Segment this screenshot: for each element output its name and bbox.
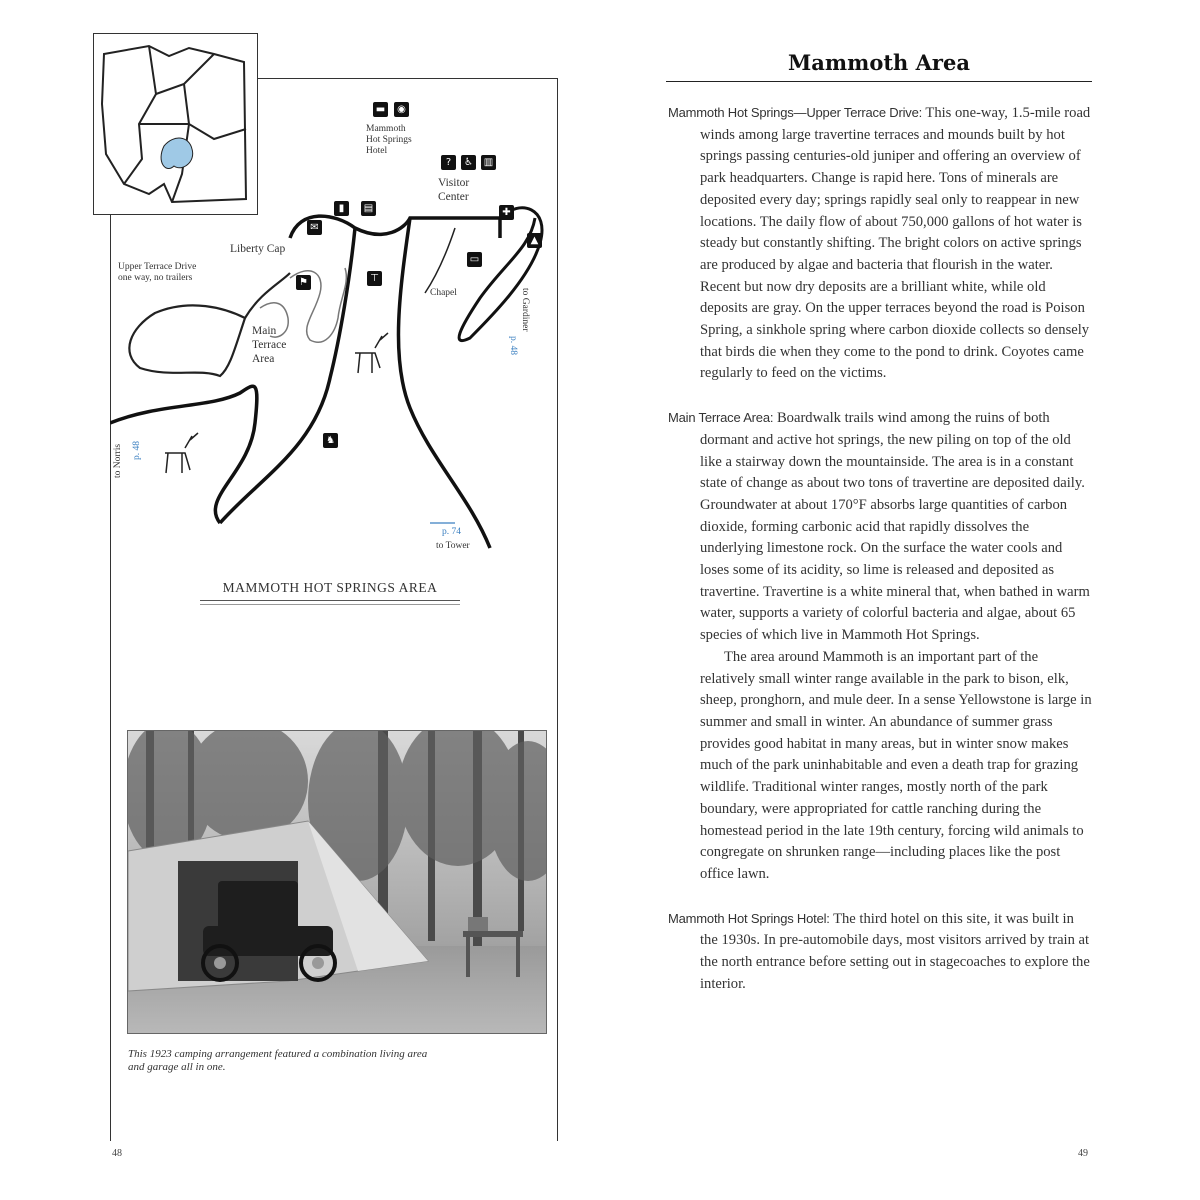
post-office-icon: ✉ [307, 220, 322, 235]
entry-heading: Main Terrace Area: [668, 410, 774, 426]
label-chapel: Chapel [430, 288, 457, 298]
label-hotel: Mammoth Hot Springs Hotel [366, 124, 412, 156]
mammoth-area-map [110, 78, 556, 568]
label-liberty-cap: Liberty Cap [230, 243, 286, 255]
entry-body: The third hotel on this site, it was built in the 1930s. In pre-automobile days, most visitors arrived by train at the north entrance before setting out in stagecoaches to explore the interior. [700, 910, 1090, 992]
campground-icon: ▲ [527, 233, 542, 248]
label-visitor-center: Visitor Center [438, 177, 470, 203]
entry-heading: Mammoth Hot Springs Hotel: [668, 910, 830, 926]
text-column [668, 102, 1092, 1017]
medical-icon: ✚ [499, 205, 514, 220]
label-to-tower: to Tower [436, 541, 470, 551]
photo-caption: This 1923 camping arrangement featured a combination living area and garage all in one. [128, 1048, 428, 1073]
entry-paragraph-continued: The area around Mammoth is an important part of the relatively small winter range available in the park to bison, elk, sheep, pronghorn, and mule deer. In a sense Yellowstone is large in summer and small in winter. An abundance of summer grass provides good habitat in many areas, but in winter snow makes much of the park uninhabitable and even a death trap for grazing wildlife. Traditional winter ranges, mostly north of the park boundary, were appropriated for cattle ranching during the homestead period in the late 19th century, forcing wild animals to congregate on shrunken range—including places like the post office lawn. [700, 648, 1092, 882]
horse-icon: ♞ [323, 433, 338, 448]
label-main-terrace: Main Terrace Area [252, 325, 287, 365]
photo-graphic [128, 731, 546, 1033]
historic-camping-photo [127, 730, 547, 1034]
page-ref-norris: p. 48 [132, 441, 142, 460]
info-icon: ? [441, 155, 456, 170]
area-map-roads [110, 78, 556, 568]
page-number-right: 49 [1078, 1148, 1088, 1159]
entry-upper-terrace-drive [668, 102, 1092, 385]
page-title: Mammoth Area [666, 50, 1092, 82]
parking-icon: ▭ [467, 252, 482, 267]
entry-paragraph [668, 102, 1092, 385]
label-to-norris: to Norris [113, 443, 123, 478]
entry-heading: Mammoth Hot Springs—Upper Terrace Drive: [668, 105, 923, 120]
label-upper-terrace-drive: Upper Terrace Drive one way, no trailers [118, 262, 197, 283]
lodging-icon: ▬ [373, 102, 388, 117]
entry-hotel [668, 908, 1092, 996]
map-caption: MAMMOTH HOT SPRINGS AREA [200, 580, 460, 601]
dining-icon: ◉ [394, 102, 409, 117]
entry-main-terrace-area [668, 407, 1092, 885]
museum-icon: ▥ [481, 155, 496, 170]
label-to-gardiner: to Gardiner [520, 288, 530, 332]
hiking-icon: ⚑ [296, 275, 311, 290]
store-icon: ▤ [361, 201, 376, 216]
entry-paragraph [668, 407, 1092, 647]
entry-paragraph [668, 908, 1092, 996]
page-ref-tower: p. 74 [442, 527, 461, 537]
gas-icon: ▮ [334, 201, 349, 216]
page-ref-gardiner: p. 48 [508, 336, 518, 355]
page-number-left: 48 [112, 1148, 122, 1159]
entry-body: Boardwalk trails wind among the ruins of both dormant and active hot springs, the new piling on top of the old like a stairway down the mountainside. The area is in a constant state of change as about two tons of travertine are deposited daily. Groundwater at about 170°F absorbs large quantities of carbon dioxide, forming carbonic acid that rapidly dissolves the underlying limestone rock. On the surface the water cools and loses some of its acidity, so lime is released and deposited as travertine. Travertine is a white mineral that, when bathed in warm water, supports a variety of colorful bacteria and algae, about 65 species of which live in Mammoth Hot Springs. [700, 410, 1090, 644]
picnic-icon: ⊤ [367, 271, 382, 286]
restroom-icon: ♿ [461, 155, 476, 170]
entry-body: This one-way, 1.5-mile road winds among large travertine terraces and mounds built by hot springs passing centuries-old juniper and offering an overview of park headquarters. Change is rapid here. Tons of minerals are deposited every day; springs rapidly seal only to reappear in new locations. The daily flow of about 750,000 gallons of hot water is steady but constantly shifting. The bright colors on active springs are produced by algae and bacteria that flourish in the water. Recent but now dry deposits are a brilliant white, while old deposits are gray. On the upper terraces beyond the road is Poison Spring, a sinkhole spring where carbon dioxide collects so densely that birds die when they come to the pond to drink. Coyotes came regularly to feed on the victims. [700, 105, 1091, 382]
